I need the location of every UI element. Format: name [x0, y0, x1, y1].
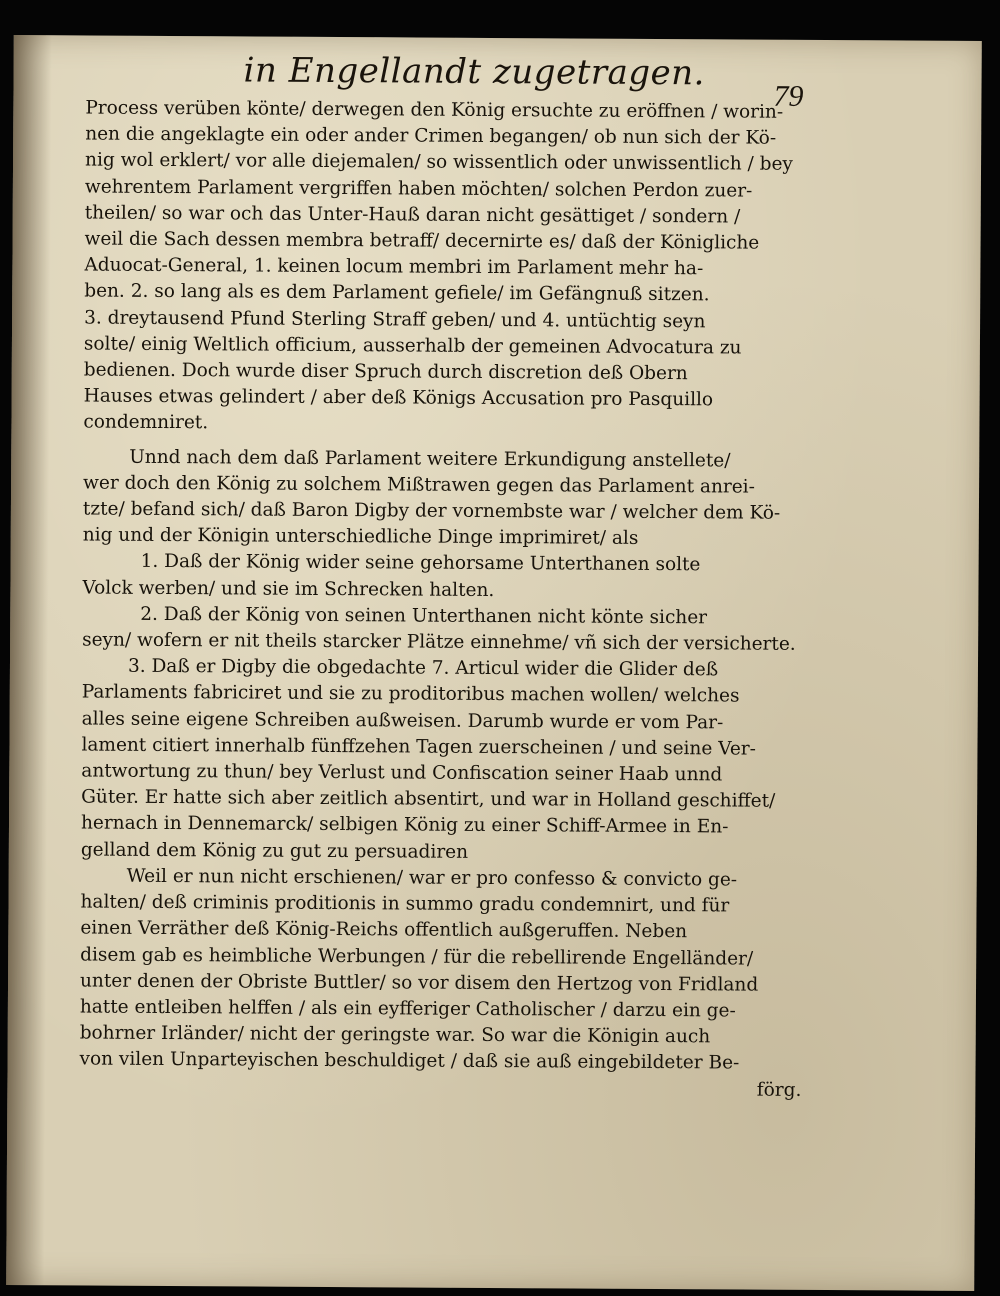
text-line: theilen/ so war och das Unter-Hauß daran nicht gesättiget / sondern / [84, 202, 741, 228]
text-line: Parlaments fabriciret und sie zu proditoribus machen wollen/ welches [81, 681, 740, 707]
text-line: Hauses etwas gelindert / aber deß Königs Accusation pro Pasquillo [83, 385, 714, 411]
text-line: disem gab es heimbliche Werbungen / für die rebellirende Engelländer/ [80, 943, 754, 970]
text-line: gelland dem König zu gut zu persuadiren [80, 839, 469, 863]
text-line: 3. dreytausend Pfund Sterling Straff geben/ und 4. untüchtig seyn [84, 307, 706, 332]
paragraph-start-line: Weil er nun nicht erschienen/ war er pro confesso & convicto ge- [126, 865, 738, 891]
text-line: alles seine eigene Schreiben außweisen. Darumb wurde er vom Par- [81, 708, 724, 734]
text-line: nig und der Königin unterschiedliche Dinge imprimiret/ als [82, 524, 639, 550]
text-line: bedienen. Doch wurde diser Spruch durch discretion deß Obern [83, 359, 688, 385]
text-line: hernach in Dennemarck/ selbigen König zu einer Schiff-Armee in En- [80, 812, 729, 838]
running-title: in Engellandt zugetragen. [243, 50, 706, 94]
paragraph-start-line: Unnd nach dem daß Parlament weitere Erkundigung anstellete/ [129, 446, 731, 472]
text-line: Güter. Er hatte sich aber zeitlich absentirt, und war in Holland geschiffet/ [81, 786, 776, 813]
numbered-item-line: 3. Daß er Digby die obgedachte 7. Articul wider die Glider deß [127, 656, 719, 681]
text-line: wer doch den König zu solchem Mißtrawen gegen das Parlament anrei- [83, 472, 755, 498]
numbered-item-line: 2. Daß der König von seinen Unterthanen nicht könte sicher [140, 603, 708, 629]
text-line: einen Verräther deß König-Reichs offentlich außgeruffen. Neben [80, 917, 688, 943]
book-page [6, 35, 982, 1291]
text-line: weil die Sach dessen membra betraff/ decernirte es/ daß der Königliche [84, 228, 760, 254]
text-line: nen die angeklagte ein oder ander Crimen begangen/ ob nun sich der Kö- [85, 123, 777, 149]
text-line: von vilen Unparteyischen beschuldiget / daß sie auß eingebildeter Be- [79, 1048, 740, 1074]
text-line: tzte/ befand sich/ daß Baron Digby der vornembste war / welcher dem Kö- [82, 498, 781, 524]
text-line: unter denen der Obriste Buttler/ so vor disem den Hertzog von Fridland [79, 970, 759, 996]
text-line: Process verüben könte/ derwegen den König ersuchte zu eröffnen / worin- [85, 97, 784, 123]
text-line: condemniret. [83, 411, 209, 434]
text-line: hatte entleiben helffen / als ein eyfferiger Catholischer / darzu ein ge- [79, 996, 736, 1022]
text-line: seyn/ wofern er nit theils starcker Plätze einnehme/ vñ sich der versicherte. [82, 629, 796, 655]
text-line: lament citiert innerhalb fünffzehen Tagen zuerscheinen / und seine Ver- [81, 734, 756, 760]
text-line: nig wol erklert/ vor alle diejemalen/ so wissentlich oder unwissentlich / bey [84, 149, 793, 176]
text-line: halten/ deß criminis proditionis in summo gradu condemnirt, und für [80, 891, 730, 917]
text-line: solte/ einig Weltlich officium, ausserhalb der gemeinen Advocatura zu [83, 333, 742, 359]
body-text [79, 95, 815, 1103]
text-line: Volck werben/ und sie im Schrecken halten. [82, 577, 495, 601]
text-line: Aduocat-General, 1. keinen locum membri im Parlament mehr ha- [84, 254, 704, 280]
catchword: förg. [756, 1079, 802, 1101]
text-line: wehrentem Parlament vergriffen haben möchten/ solchen Perdon zuer- [84, 176, 753, 202]
numbered-item-line: 1. Daß der König wider seine gehorsame Unterthanen solte [140, 551, 701, 576]
page-gutter-shadow [6, 35, 52, 1285]
text-line: antwortung zu thun/ bey Verlust und Confiscation seiner Haab unnd [81, 760, 723, 786]
text-line: bohrner Irländer/ nicht der geringste war. So war die Königin auch [79, 1022, 711, 1048]
page-number: 79 [773, 79, 804, 113]
text-line: ben. 2. so lang als es dem Parlament gefiele/ im Gefängnuß sitzen. [84, 280, 710, 306]
